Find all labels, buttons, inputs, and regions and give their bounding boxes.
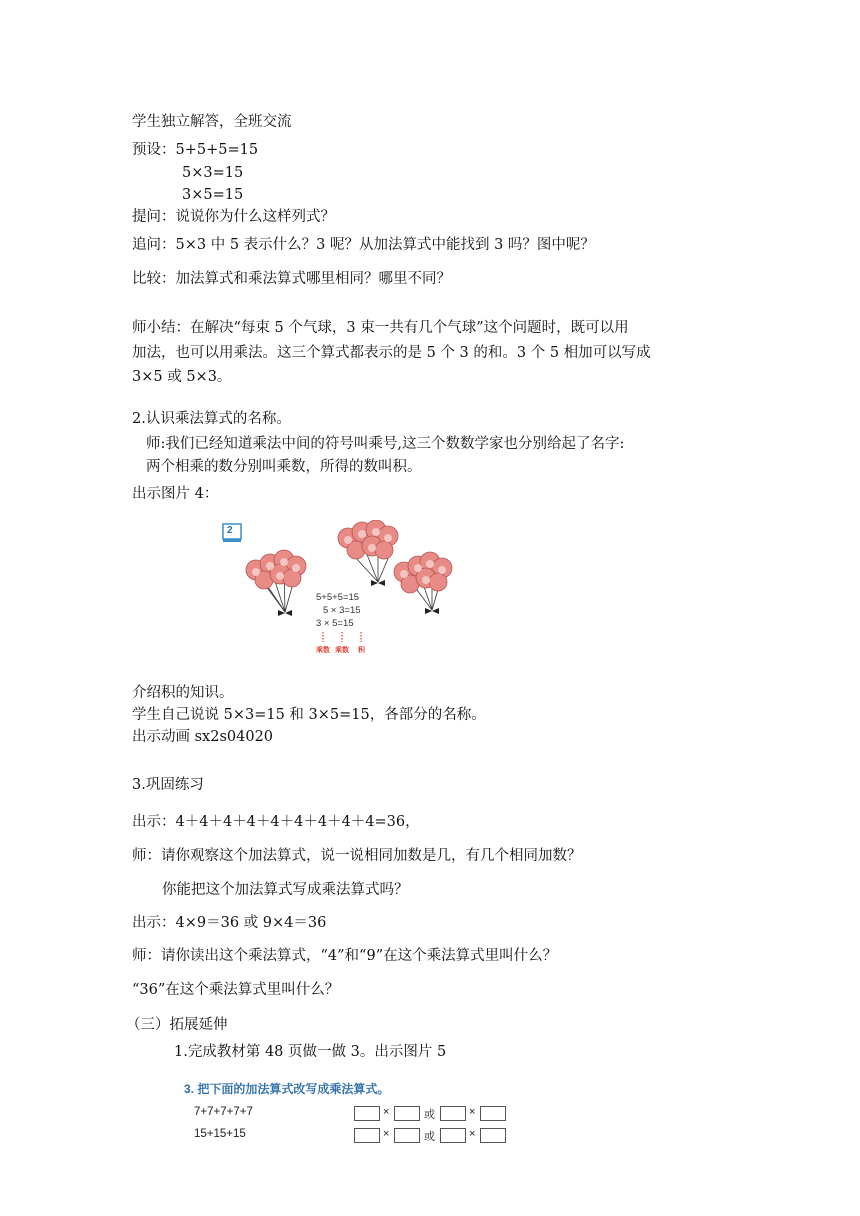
- text-line-1: 学生独立解答，全班交流: [132, 114, 292, 130]
- answer-box[interactable]: [354, 1128, 380, 1143]
- times-sign: ×: [383, 1106, 390, 1118]
- answer-box[interactable]: [394, 1106, 420, 1121]
- text-line-23: 师：请你读出这个乘法算式，“4”和“9”在这个乘法算式里叫什么？: [132, 948, 558, 964]
- exercise-expr-1: 7+7+7+7+7: [194, 1106, 253, 1118]
- text-line-5: 提问：说说你为什么这样列式？: [132, 209, 335, 225]
- text-line-7: 比较：加法算式和乘法算式哪里相同？哪里不同？: [132, 271, 451, 287]
- text-line-2: 预设：5+5+5=15: [132, 142, 259, 158]
- text-line-4: 3×5=15: [182, 187, 244, 203]
- label-factor-2: 乘数: [335, 647, 349, 654]
- label-product: 积: [358, 647, 365, 654]
- exercise-title: 3. 把下面的加法算式改写成乘法算式。: [184, 1082, 390, 1096]
- times-sign: ×: [469, 1128, 476, 1140]
- label-factor-1: 乘数: [316, 647, 330, 654]
- text-line-20: 师：请你观察这个加法算式，说一说相同加数是几，有几个相同加数？: [132, 848, 582, 864]
- text-line-15: 介绍积的知识。: [132, 685, 234, 701]
- answer-box[interactable]: [440, 1106, 466, 1121]
- text-line-3: 5×3=15: [182, 165, 244, 181]
- text-line-16: 学生自己说说 5×3=15 和 3×5=15，各部分的名称。: [132, 707, 486, 723]
- figure-equation-2: 5 × 3=15: [323, 605, 361, 616]
- figure-badge: 2: [227, 525, 233, 536]
- section-heading-3: 3.巩固练习: [132, 777, 204, 793]
- text-line-17: 出示动画 sx2s04020: [132, 729, 274, 745]
- figure-exercise: [180, 1076, 520, 1148]
- or-text: 或: [424, 1131, 435, 1143]
- answer-box[interactable]: [354, 1106, 380, 1121]
- text-line-26: 1.完成教材第 48 页做一做 3。出示图片 5: [174, 1044, 447, 1060]
- times-sign: ×: [383, 1128, 390, 1140]
- text-line-22: 出示：4×9＝36 或 9×4＝36: [132, 915, 327, 931]
- answer-box[interactable]: [394, 1128, 420, 1143]
- answer-box[interactable]: [480, 1128, 506, 1143]
- times-sign: ×: [469, 1106, 476, 1118]
- text-line-21: 你能把这个加法算式写成乘法算式吗？: [162, 882, 409, 898]
- text-line-6: 追问：5×3 中 5 表示什么？3 呢？从加法算式中能找到 3 吗？图中呢？: [132, 237, 595, 253]
- section-heading-extension: （三）拓展延伸: [126, 1017, 228, 1033]
- text-line-12: 师:我们已经知道乘法中间的符号叫乘号,这三个数数学家也分别给起了名字:: [146, 436, 625, 452]
- or-text: 或: [424, 1109, 435, 1121]
- answer-box[interactable]: [480, 1106, 506, 1121]
- text-line-19: 出示：4＋4＋4＋4＋4＋4＋4＋4＋4=36，: [132, 814, 420, 830]
- text-line-24: “36”在这个乘法算式里叫什么？: [132, 982, 340, 998]
- text-line-8: 师小结：在解决“每束 5 个气球，3 束一共有几个气球”这个问题时，既可以用: [132, 320, 629, 336]
- text-line-14: 出示图片 4：: [132, 486, 219, 502]
- text-line-13: 两个相乘的数分别叫乘数，所得的数叫积。: [146, 459, 422, 475]
- text-line-9: 加法，也可以用乘法。这三个算式都表示的是 5 个 3 的和。3 个 5 相加可以写成: [132, 345, 651, 361]
- section-heading-2: 2.认识乘法算式的名称。: [132, 411, 291, 427]
- figure-equation-1: 5+5+5=15: [316, 592, 360, 603]
- text-line-10: 3×5 或 5×3。: [132, 369, 232, 385]
- answer-box[interactable]: [440, 1128, 466, 1143]
- figure-balloons: [220, 520, 460, 665]
- figure-equation-3: 3 × 5=15: [316, 618, 354, 629]
- exercise-expr-2: 15+15+15: [194, 1128, 246, 1140]
